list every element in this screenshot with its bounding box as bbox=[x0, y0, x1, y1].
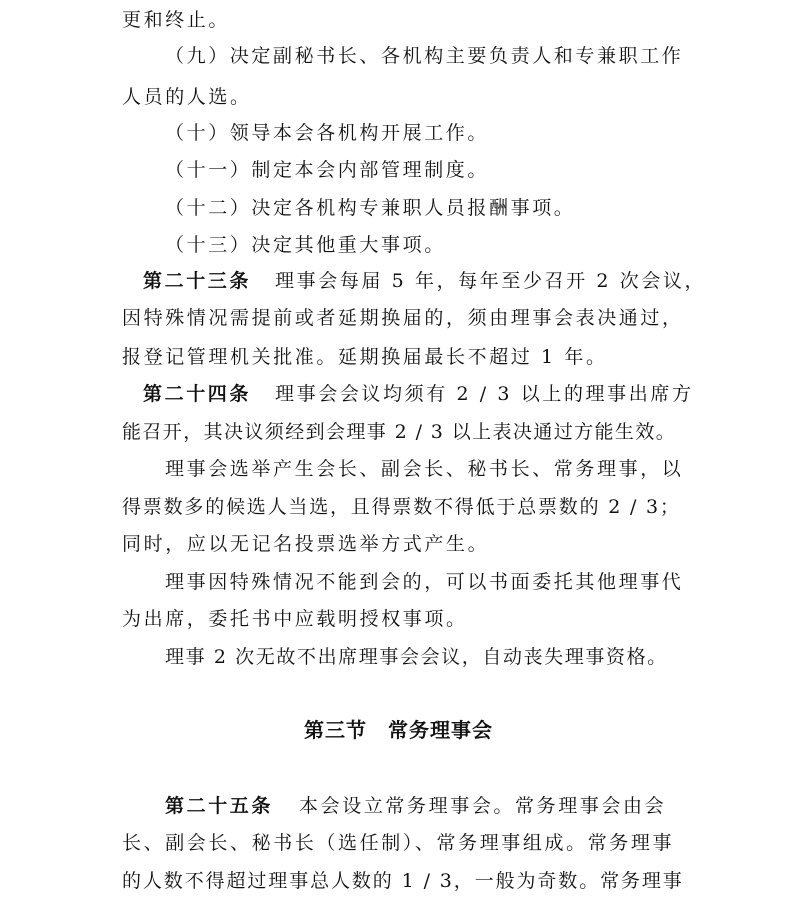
paragraph-line: 得票数多的候选人当选，且得票数不得低于总票数的 2 / 3； bbox=[122, 496, 681, 518]
paragraph-line: 人员的人选。 bbox=[122, 86, 252, 108]
article-title: 第二十四条 bbox=[143, 383, 252, 405]
paragraph-line: （十）领导本会各机构开展工作。 bbox=[165, 122, 490, 144]
paragraph-line: 能召开，其决议须经到会理事 2 / 3 以上表决通过方能生效。 bbox=[122, 421, 677, 443]
article-24-line-1 bbox=[143, 382, 694, 406]
article-title: 第二十三条 bbox=[143, 270, 252, 292]
section-heading: 第三节 常务理事会 bbox=[304, 718, 493, 742]
paragraph-line: 的人数不得超过理事总人数的 1 / 3，一般为奇数。常务理事 bbox=[122, 870, 684, 892]
article-text: 理事会会议均须有 2 / 3 以上的理事出席方 bbox=[275, 383, 694, 405]
paragraph-line: 理事因特殊情况不能到会的，可以书面委托其他理事代 bbox=[165, 571, 684, 593]
paragraph-line: （十二）决定各机构专兼职人员报酬事项。 bbox=[165, 197, 576, 219]
paragraph-line: 长、副会长、秘书长（选任制）、常务理事组成。常务理事 bbox=[122, 832, 675, 854]
article-25-line-1 bbox=[165, 794, 666, 818]
paragraph-line: （九）决定副秘书长、各机构主要负责人和专兼职工作 bbox=[165, 45, 684, 67]
paragraph-line: 因特殊情况需提前或者延期换届的，须由理事会表决通过， bbox=[122, 307, 684, 329]
paragraph-line: 同时，应以无记名投票选举方式产生。 bbox=[122, 533, 490, 555]
paragraph-line: 理事会选举产生会长、副会长、秘书长、常务理事，以 bbox=[165, 458, 684, 480]
paragraph-line: 理事 2 次无故不出席理事会会议，自动丧失理事资格。 bbox=[165, 646, 668, 668]
paragraph-line: （十三）决定其他重大事项。 bbox=[165, 234, 446, 256]
article-text: 本会设立常务理事会。常务理事会由会 bbox=[299, 795, 667, 817]
article-title: 第二十五条 bbox=[165, 795, 274, 817]
paragraph-line: （十一）制定本会内部管理制度。 bbox=[165, 159, 490, 181]
paragraph-line: 为出席，委托书中应载明授权事项。 bbox=[122, 608, 468, 630]
paragraph-line: 更和终止。 bbox=[122, 9, 231, 31]
article-text: 理事会每届 5 年，每年至少召开 2 次会议， bbox=[275, 270, 707, 292]
paragraph-line: 报登记管理机关批准。延期换届最长不超过 1 年。 bbox=[122, 346, 608, 368]
article-23-line-1 bbox=[143, 269, 706, 293]
